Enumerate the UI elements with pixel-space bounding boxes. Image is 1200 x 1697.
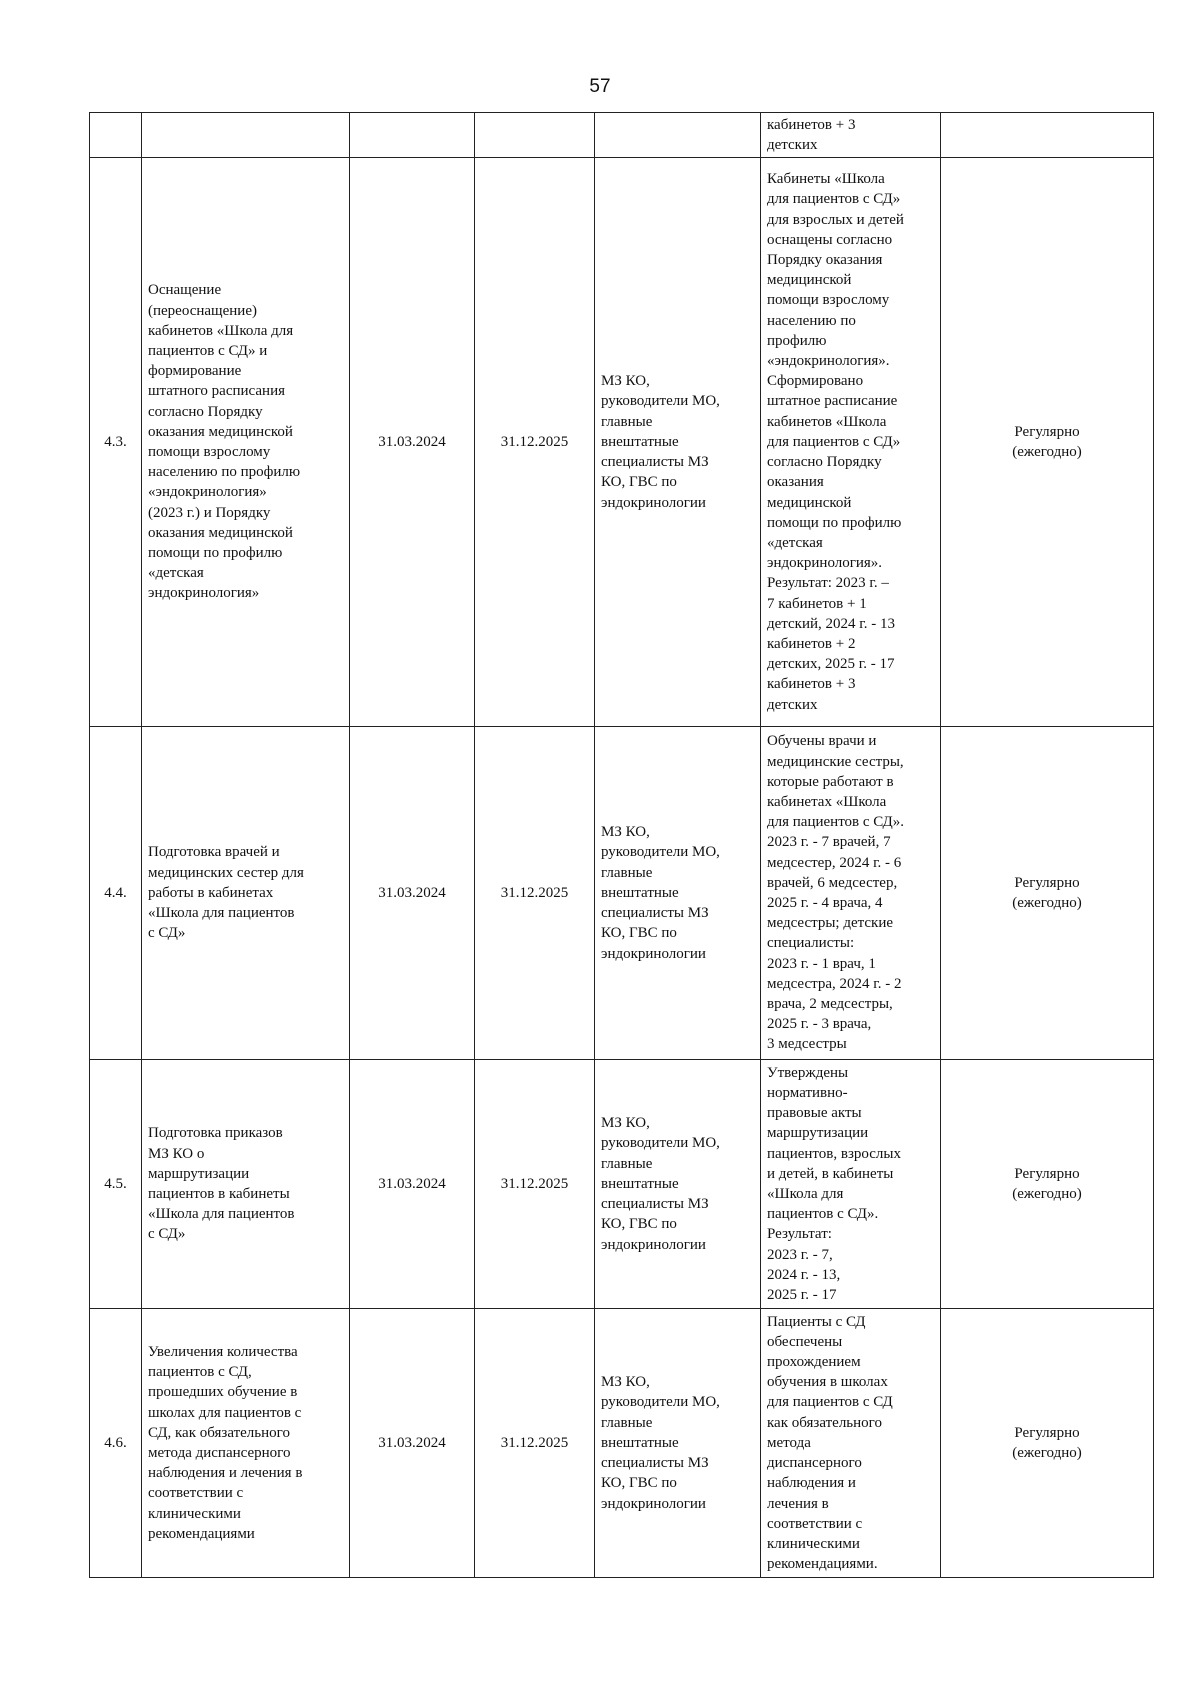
- responsible-cell: [595, 727, 761, 1060]
- result-cell: [761, 727, 941, 1060]
- responsible-text: МЗ КО, руководители МО, главные внештатные специалисты МЗ КО, ГВС по эндокринологии: [601, 1374, 720, 1512]
- start-date-cell: [350, 113, 475, 158]
- event-cell: [142, 158, 350, 727]
- period-cell: [941, 113, 1154, 158]
- end-date: 31.12.2025: [475, 1060, 595, 1309]
- result-text: кабинетов + 3 детских: [767, 116, 856, 153]
- page-number: 57: [589, 76, 611, 97]
- period-text: Регулярно (ежегодно): [1012, 874, 1082, 911]
- activities-table: [89, 112, 1154, 1578]
- result-cell: [761, 158, 941, 727]
- end-date: 31.12.2025: [475, 727, 595, 1060]
- event-cell: [142, 1060, 350, 1309]
- result-cell: [761, 1060, 941, 1309]
- row-number: 4.3.: [90, 158, 142, 727]
- responsible-text: МЗ КО, руководители МО, главные внештатные специалисты МЗ КО, ГВС по эндокринологии: [601, 1115, 720, 1253]
- event-text: Подготовка приказов МЗ КО о маршрутизации пациентов в кабинеты «Школа для пациентов с СД»: [148, 1125, 295, 1243]
- event-cell: [142, 727, 350, 1060]
- start-date: 31.03.2024: [350, 158, 475, 727]
- responsible-cell: [595, 158, 761, 727]
- end-date: 31.12.2025: [475, 158, 595, 727]
- period-text: Регулярно (ежегодно): [1012, 423, 1082, 460]
- table-row-continued: [90, 113, 1154, 158]
- start-date: 31.03.2024: [350, 1060, 475, 1309]
- event-cell: [142, 113, 350, 158]
- num-cell: [90, 113, 142, 158]
- responsible-text: МЗ КО, руководители МО, главные внештатные специалисты МЗ КО, ГВС по эндокринологии: [601, 824, 720, 962]
- responsible-cell: [595, 1309, 761, 1578]
- end-date-cell: [475, 113, 595, 158]
- result-text: Пациенты с СД обеспечены прохождением обучения в школах для пациентов с СД как обязательного метода диспансерного наблюдения и лечения в соответствии с клиническими рекомендациями.: [767, 1313, 893, 1573]
- period-cell: [941, 1309, 1154, 1578]
- end-date: 31.12.2025: [475, 1309, 595, 1578]
- result-cell: [761, 113, 941, 158]
- table-row: [90, 1060, 1154, 1309]
- event-text: Увеличения количества пациентов с СД, прошедших обучение в школах для пациентов с СД, как обязательного метода диспансерного наблюдения и лечения в соответствии с клиническими рекомендациями: [148, 1343, 303, 1542]
- table-row: [90, 158, 1154, 727]
- event-cell: [142, 1309, 350, 1578]
- period-text: Регулярно (ежегодно): [1012, 1165, 1082, 1202]
- table-row: [90, 727, 1154, 1060]
- responsible-text: МЗ КО, руководители МО, главные внештатные специалисты МЗ КО, ГВС по эндокринологии: [601, 373, 720, 511]
- row-number: 4.4.: [90, 727, 142, 1060]
- start-date: 31.03.2024: [350, 727, 475, 1060]
- result-text: Утверждены нормативно- правовые акты маршрутизации пациентов, взрослых и детей, в кабинеты «Школа для пациентов с СД». Результат: 2023 г. - 7, 2024 г. - 13, 2025 г. - 17: [767, 1064, 901, 1304]
- period-cell: [941, 1060, 1154, 1309]
- result-cell: [761, 1309, 941, 1578]
- responsible-cell: [595, 113, 761, 158]
- period-cell: [941, 158, 1154, 727]
- period-cell: [941, 727, 1154, 1060]
- start-date: 31.03.2024: [350, 1309, 475, 1578]
- table-row: [90, 1309, 1154, 1578]
- period-text: Регулярно (ежегодно): [1012, 1424, 1082, 1461]
- result-text: Кабинеты «Школа для пациентов с СД» для взрослых и детей оснащены согласно Порядку оказания медицинской помощи взрослому населению по профилю «эндокринология». Сформировано штатное расписание кабинетов «Школа для пациентов с СД» согласно Порядку оказания медицинской помощи по профилю «детская эндокринология». Результат: 2023 г. – 7 кабинетов + 1 детский, 2024 г. - 13 кабинетов + 2 детских, 2025 г. - 17 кабинетов + 3 детских: [767, 171, 904, 713]
- row-number: 4.5.: [90, 1060, 142, 1309]
- event-text: Подготовка врачей и медицинских сестер для работы в кабинетах «Школа для пациентов с СД»: [148, 844, 304, 942]
- result-text: Обучены врачи и медицинские сестры, которые работают в кабинетах «Школа для пациентов с СД». 2023 г. - 7 врачей, 7 медсестер, 2024 г. - 6 врачей, 6 медсестер, 2025 г. - 4 врача, 4 медсестры; детские специалисты: 2023 г. - 1 врач, 1 медсестра, 2024 г. - 2 врача, 2 медсестры, 2025 г. - 3 врача, 3 медсестры: [767, 733, 905, 1053]
- row-number: 4.6.: [90, 1309, 142, 1578]
- event-text: Оснащение (переоснащение) кабинетов «Школа для пациентов с СД» и формирование штатного расписания согласно Порядку оказания медицинской помощи взрослому населению по профилю «эндокринология» (2023 г.) и Порядку оказания медицинской помощи по профилю «детская эндокринология»: [148, 282, 301, 602]
- responsible-cell: [595, 1060, 761, 1309]
